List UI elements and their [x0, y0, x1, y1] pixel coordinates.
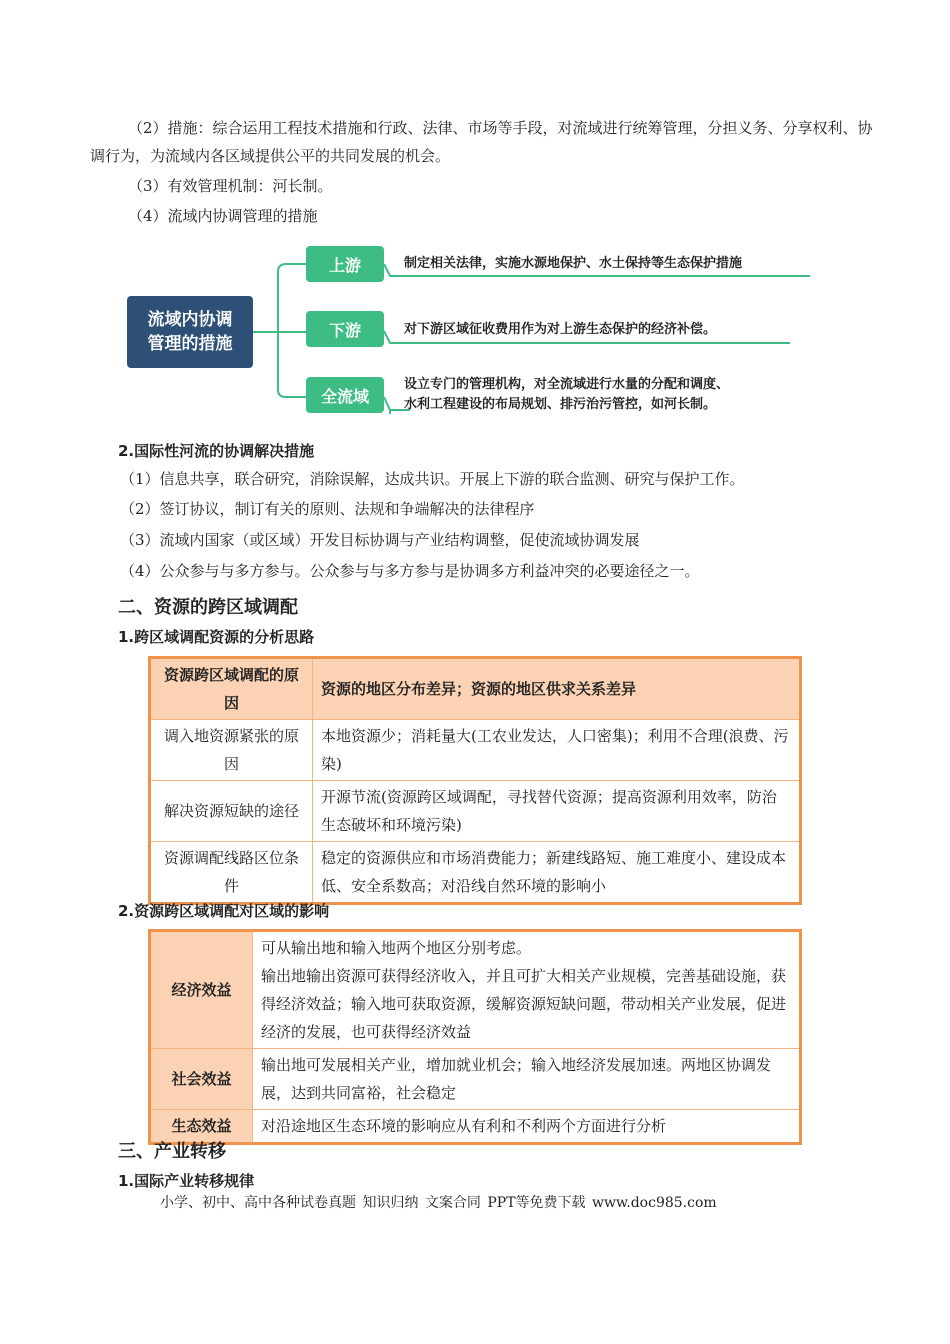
table-row — [150, 1110, 801, 1144]
intl-item-3: （3）流域内国家（或区域）开发目标协调与产业结构调整，促使流域协调发展 — [120, 531, 640, 549]
table-cell-value: 输出地可发展相关产业，增加就业机会；输入地经济发展加速。两地区协调发展，达到共同富裕，社会稳定 — [253, 1049, 801, 1110]
section3-heading: 三、产业转移 — [118, 1141, 226, 1162]
mindmap-text-downstream: 对下游区域征收费用作为对上游生态保护的经济补偿。 — [404, 322, 717, 337]
section2-heading: 二、资源的跨区域调配 — [118, 597, 298, 618]
mindmap-node-whole-basin: 全流域 — [306, 377, 384, 413]
mindmap-text-whole-basin: 设立专门的管理机构，对全流域进行水量的分配和调度、 水利工程建设的布局规划、排污治污管控，如河长制。 — [404, 377, 730, 412]
table-cell-value: 本地资源少；消耗量大(工农业发达，人口密集)；利用不合理(浪费、污染) — [313, 720, 801, 781]
coordination-title: （4）流域内协调管理的措施 — [128, 207, 318, 225]
table-row — [150, 658, 801, 720]
table-row — [150, 842, 801, 904]
measures-paragraph: （2）措施：综合运用工程技术措施和行政、法律、市场等手段，对流域进行统筹管理，分担义务、分享权利、协调行为，为流域内各区域提供公平的共同发展的机会。 — [90, 119, 873, 165]
table-row — [150, 931, 801, 1049]
mechanism-paragraph: （3）有效管理机制：河长制。 — [128, 177, 333, 195]
section3-sub1: 1.国际产业转移规律 — [118, 1172, 255, 1190]
table-cell-key: 生态效益 — [150, 1110, 253, 1144]
mindmap-text-upstream: 制定相关法律，实施水源地保护、水土保持等生态保护措施 — [404, 256, 743, 271]
mindmap-node-upstream: 上游 — [306, 246, 384, 282]
table-cell-key: 解决资源短缺的途径 — [150, 781, 313, 842]
table-cell-value: 可从输出地和输入地两个地区分别考虑。 输出地输出资源可获得经济收入，并且可扩大相关产业规模，完善基础设施，获得经济效益；输入地可获取资源，缓解资源短缺问题，带动相关产业发展，促进经济的发展，也可获得经济效益 — [253, 931, 801, 1049]
section2-sub2: 2.资源跨区域调配对区域的影响 — [118, 902, 330, 920]
table-row — [150, 781, 801, 842]
table-row — [150, 1049, 801, 1110]
table-cell-key: 资源跨区域调配的原因 — [150, 658, 313, 720]
table-cell-value: 稳定的资源供应和市场消费能力；新建线路短、施工难度小、建设成本低、安全系数高；对沿线自然环境的影响小 — [313, 842, 801, 904]
table-row — [150, 720, 801, 781]
resource-analysis-table — [148, 656, 802, 905]
section2-sub1: 1.跨区域调配资源的分析思路 — [118, 628, 315, 646]
page-footer: 小学、初中、高中各种试卷真题 知识归纳 文案合同 PPT等免费下载 www.doc985.com — [160, 1195, 717, 1211]
table-cell-key: 社会效益 — [150, 1049, 253, 1110]
intl-item-4: （4）公众参与与多方参与。公众参与与多方参与是协调多方利益冲突的必要途径之一。 — [120, 562, 700, 580]
intl-item-1: （1）信息共享，联合研究，消除误解，达成共识。开展上下游的联合监测、研究与保护工作。 — [120, 470, 745, 488]
table-cell-value: 开源节流(资源跨区域调配，寻找替代资源；提高资源利用效率，防治生态破坏和环境污染) — [313, 781, 801, 842]
table-cell-key: 资源调配线路区位条件 — [150, 842, 313, 904]
intl-item-2: （2）签订协议，制订有关的原则、法规和争端解决的法律程序 — [120, 500, 535, 518]
table-cell-value: 对沿途地区生态环境的影响应从有利和不利两个方面进行分析 — [253, 1110, 801, 1144]
mindmap-node-downstream: 下游 — [306, 311, 384, 347]
mindmap-root: 流域内协调 管理的措施 — [127, 296, 253, 368]
table-cell-key: 调入地资源紧张的原因 — [150, 720, 313, 781]
table-cell-value: 资源的地区分布差异；资源的地区供求关系差异 — [313, 658, 801, 720]
intl-heading: 2.国际性河流的协调解决措施 — [118, 442, 315, 460]
table-cell-key: 经济效益 — [150, 931, 253, 1049]
resource-impact-table — [148, 929, 802, 1145]
